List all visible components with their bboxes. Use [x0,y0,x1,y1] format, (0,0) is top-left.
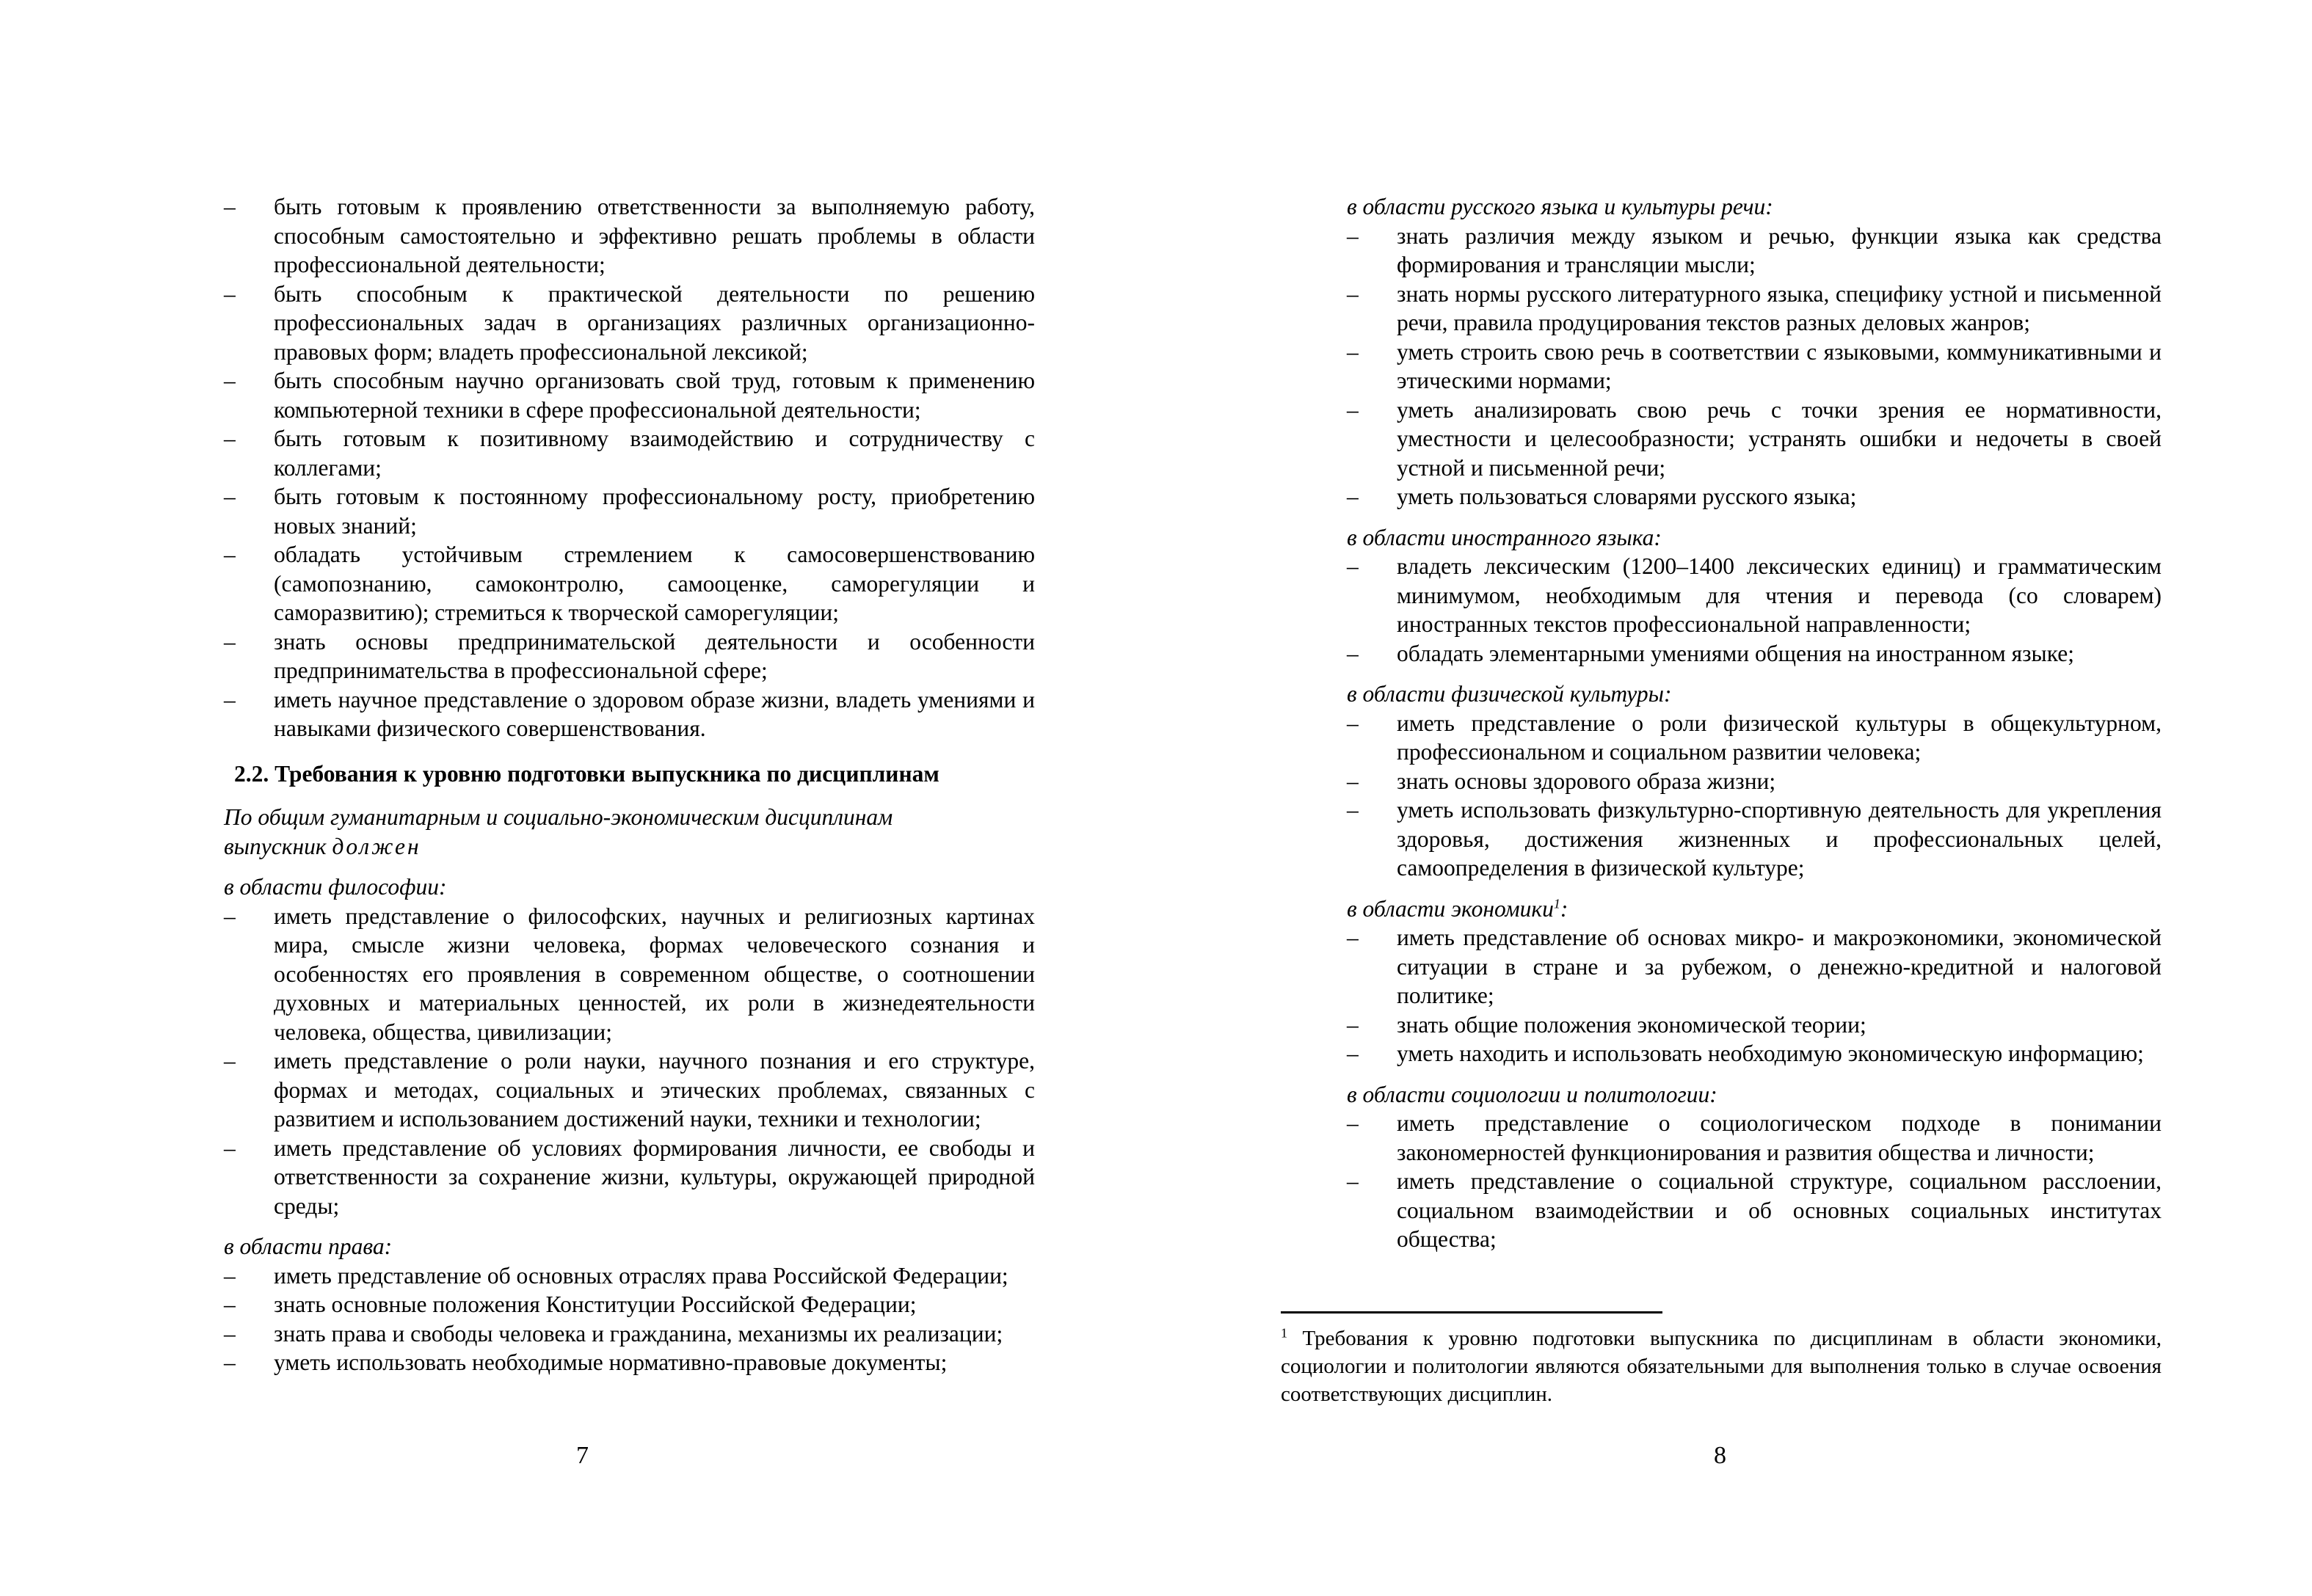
list-item: – владеть лексическим (1200–1400 лексических единиц) и грамматическим минимумом, необходимым для чтения и перевода (со словарем) иностранных текстов профессиональной направленности; [1347,553,2162,637]
bullet-dash: – [224,1320,236,1347]
list-item: – знать основы здорового образа жизни; [1347,767,2162,796]
bullet-dash: – [1347,338,1359,365]
list-item: – знать общие положения экономической теории; [1347,1010,2162,1040]
list-item: – уметь использовать физкультурно-спортивную деятельность для укрепления здоровья, достижения жизненных и профессиональных целей, самоопределения в физической культуре; [1347,797,2162,881]
footnote-divider [1281,1311,1662,1313]
list-item: – иметь представление о социологическом подходе в понимании закономерностей функционирования и развития общества и личности; [1347,1110,2162,1165]
list-item: – уметь использовать необходимые нормативно-правовые документы; [224,1348,1035,1377]
bullet-dash: – [224,484,236,509]
heading-economics: в области экономики$^1$: [1347,895,1568,922]
list-item: – обладать устойчивым стремлением к самосовершенствованию (самопознанию, самоконтролю, самооценке, саморегуляции и саморазвитию); стремиться к творческой саморегуляции; [224,542,1035,625]
footnote-mark: 1 [1281,1325,1287,1341]
bullet-dash: – [224,903,236,929]
bullet-dash: – [224,686,236,713]
bullet-dash: – [224,368,236,393]
bullet-dash: – [1347,797,1359,823]
list-item: – иметь представление об условиях формирования личности, ее свободы и ответственности за сохранение жизни, культуры, окружающей природной среды; [224,1134,1035,1219]
list-item: – уметь находить и использовать необходимую экономическую информацию; [1347,1039,2162,1068]
bullet-dash: – [1347,768,1359,794]
list-item: – быть способным научно организовать свой труд, готовым к применению компьютерной техники в сфере профессиональной деятельности; [224,368,1035,423]
list-item: – уметь анализировать свою речь с точки зрения ее нормативности, уместности и целесообразности; устранять ошибки и недочеты в своей устной и письменной речи; [1347,396,2162,481]
intro-line-1: По общим гуманитарным и социально-экономическим дисциплинам [224,804,893,830]
list-item: – уметь пользоваться словарями русского языка; [1347,482,2162,511]
heading-russian: в области русского языка и культуры речи: [1347,194,1773,219]
left-page [224,192,1035,1377]
intro-line-2: выпускник должен [224,833,421,859]
list-item: – быть готовым к проявлению ответственности за выполняемую работу, способным самостоятельно и эффективно решать проблемы в области профессиональной деятельности; [224,194,1035,277]
bullet-dash: – [1347,1041,1359,1066]
bullet-dash: – [224,1048,236,1074]
list-russian [1347,222,2162,511]
bullet-dash: – [224,1134,236,1161]
bullet-dash: – [1347,1110,1359,1136]
heading-sociology: в области социологии и политологии: [1347,1081,1717,1107]
list-item: – иметь представление о роли науки, научного познания и его структуре, формах и методах, социальных и этических проблемах, связанных с развитием и использованием достижений науки, техники и технологии; [224,1048,1035,1132]
heading-physical-culture: в области физической культуры: [1347,681,1672,707]
heading-philosophy: в области философии: [224,874,447,900]
footnote-text: Требования к уровню подготовки выпускника по дисциплинам в области экономики, социологии и политологии являются обязательными для выполнения только в случае освоения соответствующих дисциплин. [1281,1327,2162,1406]
bullet-dash: – [1347,925,1359,950]
bullet-dash: – [1347,396,1359,423]
list-item: – иметь представление о философских, научных и религиозных картинах мира, смысле жизни человека, формах человеческого сознания и особенностях его проявления в современном обществе, о соотношении духовных и материальных ценностей, их роли в жизнедеятельности человека, общества, цивилизации; [224,903,1035,1045]
list-item: – иметь представление об основах микро- и макроэкономики, экономической ситуации в стране и за рубежом, о денежно-кредитной и налоговой политике; [1347,925,2162,1008]
bullet-dash: – [224,280,236,307]
section-title: 2.2. Требования к уровню подготовки выпускника по дисциплинам [234,760,939,787]
list-law [224,1261,1035,1377]
list-item: – знать права и свободы человека и гражданина, механизмы их реализации; [224,1319,1035,1349]
bullet-dash: – [224,628,236,655]
intro-text [224,803,1035,861]
bullet-dash: – [224,1291,236,1317]
bullet-dash: – [1347,280,1359,307]
bullet-dash: – [1347,1011,1359,1038]
bullet-dash: – [1347,1168,1359,1194]
list-sociology [1347,1109,2162,1254]
list-item: – знать основы предпринимательской деятельности и особенности предпринимательства в профессиональной сфере; [224,628,1035,683]
list-item: – знать нормы русского литературного языка, специфику устной и письменной речи, правила продуцирования текстов разных деловых жанров; [1347,280,2162,335]
list-economics [1347,923,2162,1068]
list-item: – быть способным к практической деятельности по решению профессиональных задач в организациях различных организационно-правовых форм; владеть профессиональной лексикой; [224,280,1035,365]
list-item: – знать основные положения Конституции Российской Федерации; [224,1290,1035,1319]
bullet-dash: – [224,426,236,451]
heading-foreign-language: в области иностранного языка: [1347,524,1662,550]
bullet-dash: – [224,1262,236,1289]
list-item: – обладать элементарными умениями общения на иностранном языке; [1347,639,2162,668]
right-page [1347,192,2162,1254]
list-physical-culture [1347,709,2162,883]
page-number-left: 7 [576,1442,589,1469]
list-item: – уметь строить свою речь в соответствии с языковыми, коммуникативными и этическими нормами; [1347,338,2162,393]
list-item: – быть готовым к позитивному взаимодействию и сотрудничеству с коллегами; [224,426,1035,481]
list-top [224,192,1035,743]
footnote [1281,1324,2162,1408]
bullet-dash: – [1347,484,1359,509]
list-item: – иметь научное представление о здоровом образе жизни, владеть умениями и навыками физического совершенствования. [224,686,1035,741]
footnote-reference[interactable]: 1 [1553,896,1560,911]
list-item: – иметь представление о роли физической культуры в общекультурном, профессиональном и социальном развитии человека; [1347,710,2162,765]
heading-law: в области права: [224,1234,393,1259]
bullet-dash: – [224,1349,236,1375]
list-item: – знать различия между языком и речью, функции языка как средства формирования и трансляции мысли; [1347,222,2162,277]
bullet-dash: – [1347,640,1359,666]
bullet-dash: – [1347,710,1359,736]
list-philosophy [224,902,1035,1221]
bullet-dash: – [1347,222,1359,249]
list-item: – иметь представление о социальной структуре, социальном расслоении, социальном взаимодействии и об основных социальных институтах общества; [1347,1168,2162,1252]
bullet-dash: – [1347,553,1359,579]
list-item: – быть готовым к постоянному профессиональному росту, приобретению новых знаний; [224,484,1035,539]
bullet-dash: – [224,542,236,567]
page-number-right: 8 [1714,1442,1726,1469]
list-item: – иметь представление об основных отраслях права Российской Федерации; [224,1261,1035,1291]
bullet-dash: – [224,194,236,219]
list-foreign-language [1347,552,2162,668]
